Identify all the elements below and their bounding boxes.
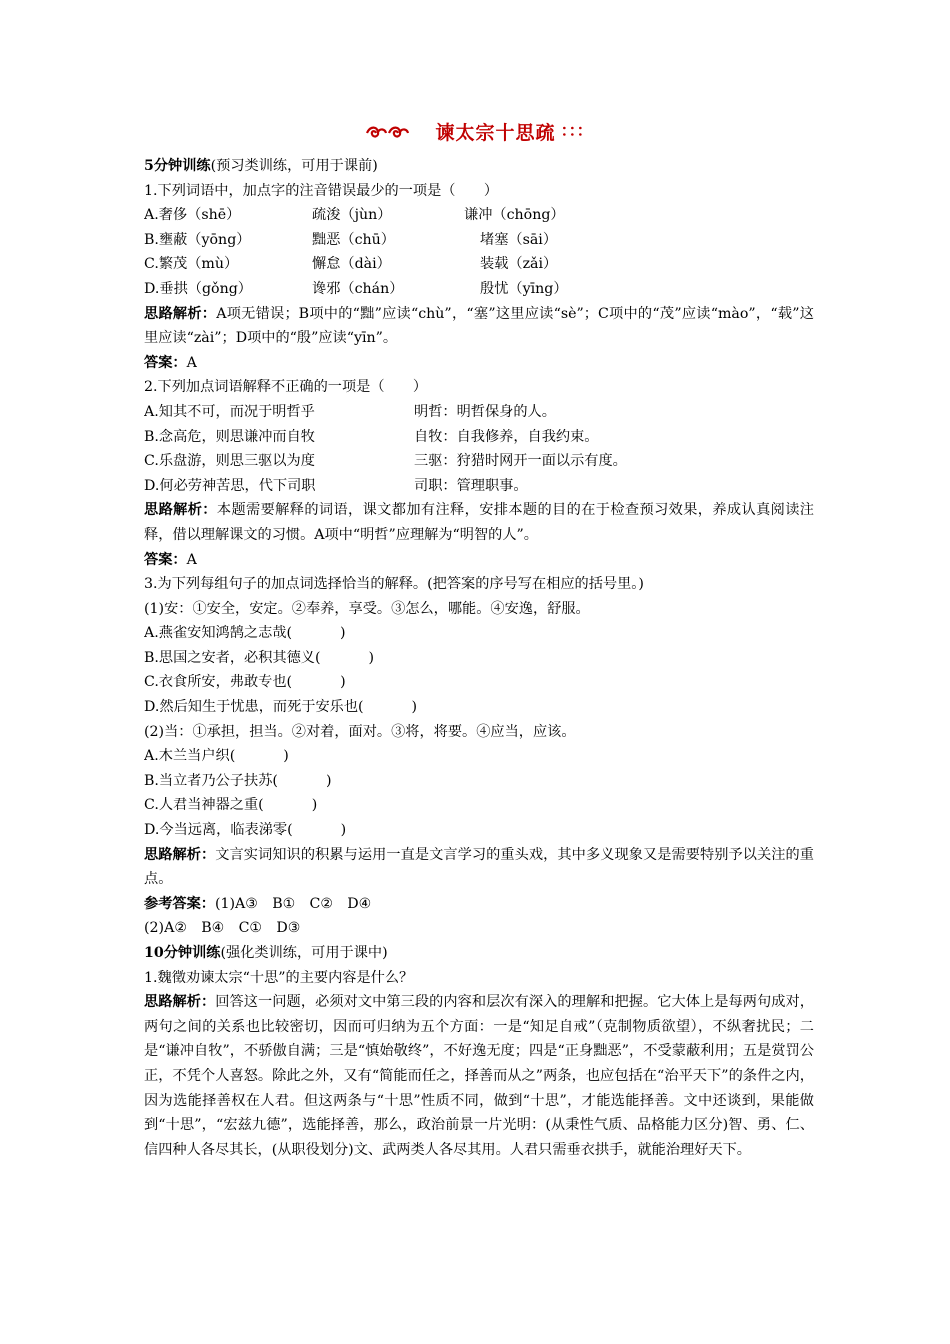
q1-analysis: 思路解析：A项无错误；B项中的“黜”应读“chù”，“塞”这里应读“sè”；C项中的“茂”应读“mào”，“载”这里应读“zài”；D项中的“殷”应读“yīn”。 — [144, 305, 814, 347]
document-page — [144, 118, 814, 1162]
section1-heading: 5分钟训练(预习类训练，可用于课前) — [144, 158, 378, 174]
q3-g2-c: C.人君当神器之重( ) — [144, 797, 318, 814]
s2-q1-stem: 1.魏徵劝谏太宗“十思”的主要内容是什么？ — [144, 969, 414, 986]
q3-g1-a: A.燕雀安知鸿鹄之志哉( ) — [144, 625, 346, 642]
q2-option-b: B.念高危，则思谦冲而自牧 自牧：自我修养，自我约束。 — [144, 428, 599, 445]
q1-option-c: C.繁茂（mù） 懈怠（dài） 装载（zǎi） — [144, 256, 558, 273]
q1-option-d: D.垂拱（gǒng） 谗邪（chán） 殷忧（yīng） — [144, 280, 568, 297]
q3-stem: 3.为下列每组句子的加点词选择恰当的解释。(把答案的序号写在相应的括号里。) — [144, 576, 644, 593]
q1-option-b: B.壅蔽（yōng） 黜恶（chū） 堵塞（sāi） — [144, 231, 558, 248]
q2-analysis: 思路解析：本题需要解释的词语，课文都加有注释，安排本题的目的在于检查预习效果，养成认真阅读注释，借以理解课文的习惯。A项中“明哲”应理解为“明智的人”。 — [144, 502, 814, 543]
s2-q1-analysis: 思路解析：回答这一问题，必须对文中第三段的内容和层次有深入的理解和把握。它大体上是每两句成对，两句之间的关系也比较密切，因而可归纳为五个方面：一是“知足自戒”（克制物质欲望），不纵奢扰民；二是“谦冲自牧”，不骄傲自满；三是“慎始敬终”，不好逸无度；四是“正身黜恶”，不受蒙蔽利用；五是赏罚公正，不凭个人喜怒。除此之外，又有“简能而任之，择善而从之”两条，也应包括在“治平天下”的条件之内，因为选能择善权在人君。但这两条与“十思”性质不同，做到“十思”，才能选能择善。文中还谈到，果能做到“十思”，“宏兹九德”，选能择善，那么，政治前景一片光明：(从秉性气质、品格能力区分)智、勇、仁、信四种人各尽其长，(从职役划分)文、武两类人各尽其用。人君只需垂衣拱手，就能治理好天下。 — [144, 994, 814, 1158]
q3-group2-head: (2)当：①承担，担当。②对着，面对。③将，将要。④应当，应该。 — [144, 723, 576, 740]
q3-group1-head: (1)安：①安全，安定。②奉养，享受。③怎么，哪能。④安逸，舒服。 — [144, 600, 590, 617]
q1-answer: 答案：A — [144, 354, 197, 371]
q3-answer-2: (2)A② B④ C① D③ — [144, 920, 301, 937]
title-row — [144, 118, 814, 148]
q3-g2-a: A.木兰当户织( ) — [144, 748, 289, 765]
q2-stem: 2.下列加点词语解释不正确的一项是（ ） — [144, 379, 428, 396]
ornament-icon — [365, 124, 411, 140]
q1-option-a: A.奢侈（shē） 疏浚（jùn） 谦冲（chōng） — [144, 207, 565, 224]
q3-g1-c: C.衣食所安，弗敢专也( ) — [144, 674, 346, 691]
q3-analysis: 思路解析：文言实词知识的积累与运用一直是文言学习的重头戏，其中多义现象又是需要特别予以关注的重点。 — [144, 846, 814, 888]
q3-g1-d: D.然后知生于忧患，而死于安乐也( ) — [144, 699, 418, 716]
q3-g2-b: B.当立者乃公子扶苏( ) — [144, 772, 332, 789]
q1-stem: 1.下列词语中，加点字的注音错误最少的一项是（ ） — [144, 182, 499, 199]
title-marks: ：：： — [560, 121, 593, 140]
q2-option-d: D.何必劳神苦思，代下司职 司职：管理职事。 — [144, 477, 528, 494]
q3-g2-d: D.今当远离，临表涕零( ) — [144, 822, 347, 839]
page-title: 谏太宗十思疏 — [435, 122, 556, 144]
q2-answer: 答案：A — [144, 551, 197, 568]
q2-option-a: A.知其不可，而况于明哲乎 明哲：明哲保身的人。 — [144, 403, 556, 420]
q3-g1-b: B.思国之安者，必积其德义( ) — [144, 649, 375, 666]
q3-answer-1: 参考答案：(1)A③ B① C② D④ — [144, 895, 372, 912]
section2-heading: 10分钟训练(强化类训练，可用于课中) — [144, 945, 388, 961]
q2-option-c: C.乐盘游，则思三驱以为度 三驱：狩猎时网开一面以示有度。 — [144, 453, 627, 470]
